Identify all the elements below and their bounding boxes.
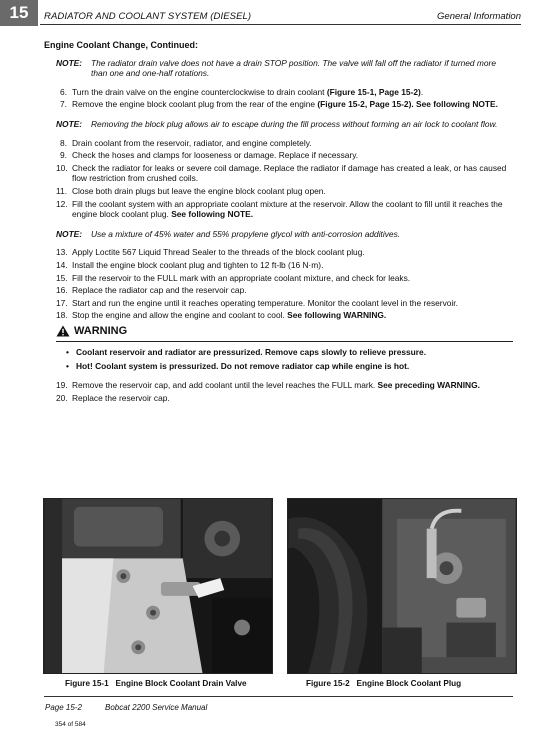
step-after: . (420, 86, 424, 97)
warning-label: WARNING (74, 324, 128, 337)
step-12 (56, 199, 513, 220)
step-17 (56, 298, 513, 309)
step-number: 20. (56, 392, 68, 403)
warning-box (56, 325, 513, 372)
coolant-plug-photo-icon (288, 499, 516, 673)
step-number: 9. (60, 150, 67, 161)
step-9 (56, 150, 513, 161)
header-section: General Information (437, 11, 521, 22)
step-text (72, 310, 513, 321)
step-number: 16. (56, 285, 68, 296)
step-number: 7. (60, 99, 67, 110)
drain-valve-photo-icon (44, 499, 272, 673)
step-text: Check the hoses and clamps for looseness or damage. Replace if necessary. (72, 150, 359, 161)
header-rule (40, 24, 521, 25)
step-text: Drain coolant from the reservoir, radiator, and engine completely. (72, 137, 312, 148)
note-label: NOTE: (56, 57, 83, 68)
step-11 (56, 186, 513, 197)
step-text: Replace the radiator cap and the reservoir cap. (72, 285, 247, 296)
step-number: 14. (56, 259, 68, 270)
step-number: 8. (60, 137, 67, 148)
bullet-icon: • (66, 346, 69, 357)
chapter-number: 15 (0, 0, 38, 26)
footer-manual-title: Bobcat 2200 Service Manual (105, 703, 208, 712)
step-13 (56, 247, 513, 258)
step-number: 10. (56, 162, 68, 173)
figure-caption-text: Engine Block Coolant Plug (356, 679, 462, 688)
figure-label: Figure 15-1 (65, 679, 109, 688)
note-label: NOTE: (56, 118, 83, 129)
note-text: Removing the block plug allows air to escape during the fill process without forming an air lock to coolant flow. (91, 118, 498, 129)
figure-caption-text: Engine Block Coolant Drain Valve (115, 679, 247, 688)
step-7 (56, 99, 513, 110)
step-text: Close both drain plugs but leave the engine block coolant plug open. (72, 185, 326, 196)
step-body: Fill the coolant system with an appropriate coolant mixture at the reservoir. Allow the coolant to fill until it reaches the engine block coolant plug. (72, 198, 503, 220)
warning-text: Coolant reservoir and radiator are pressurized. Remove caps slowly to relieve pressure. (76, 346, 427, 357)
step-text: Start and run the engine until it reaches operating temperature. Monitor the coolant level in the reservoir. (72, 297, 458, 308)
note-2 (56, 119, 513, 130)
step-8 (56, 138, 513, 149)
step-text (72, 380, 513, 391)
step-text: Fill the reservoir to the FULL mark with an appropriate coolant mixture, and check for leaks. (72, 272, 411, 283)
step-text: Check the radiator for leaks or severe coil damage. Replace the radiator if damage has created a leak, or has caused flow restriction from crushed coils. (72, 162, 507, 184)
note-label: NOTE: (56, 228, 83, 239)
page-content (44, 40, 513, 405)
note-text: The radiator drain valve does not have a drain STOP position. The valve will fall off the radiator if turned more than one and one-half rotations. (91, 57, 497, 79)
step-20 (56, 393, 513, 404)
step-number: 11. (56, 185, 68, 196)
step-19 (56, 380, 513, 391)
warning-text: Hot! Coolant system is pressurized. Do not remove radiator cap while engine is hot. (76, 361, 410, 372)
figures-row (43, 498, 517, 674)
step-number: 15. (56, 272, 68, 283)
step-18 (56, 310, 513, 321)
warning-title (56, 325, 513, 337)
figure-15-1-photo (43, 498, 273, 674)
step-16 (56, 285, 513, 296)
step-number: 6. (60, 86, 67, 97)
note-3 (56, 229, 513, 240)
step-reference: See preceding WARNING. (377, 380, 480, 391)
step-number: 12. (56, 198, 68, 209)
warning-rule (56, 341, 513, 342)
figure-label: Figure 15-2 (306, 679, 350, 688)
footer-rule (44, 696, 513, 697)
step-14 (56, 260, 513, 271)
step-reference: See following WARNING. (287, 310, 387, 321)
step-number: 13. (56, 247, 68, 258)
warning-item (66, 347, 513, 358)
step-text (72, 199, 513, 220)
figure-15-2-photo (287, 498, 517, 674)
note-1 (56, 58, 513, 79)
step-reference: See following NOTE. (171, 209, 254, 220)
step-body: Remove the reservoir cap, and add coolant until the level reaches the FULL mark. (72, 380, 378, 391)
step-text (72, 87, 513, 98)
step-text: Install the engine block coolant plug and tighten to 12 ft-lb (16 N·m). (72, 259, 324, 270)
step-text: Apply Loctite 567 Liquid Thread Sealer to the threads of the block coolant plug. (72, 247, 365, 258)
section-title: Engine Coolant Change, Continued: (44, 40, 198, 50)
step-text: Replace the reservoir cap. (72, 392, 170, 403)
step-15 (56, 273, 513, 284)
figure-15-1-caption (65, 679, 247, 688)
step-number: 19. (56, 380, 68, 391)
step-6 (56, 87, 513, 98)
step-reference: (Figure 15-1, Page 15-2) (326, 86, 421, 97)
step-text (72, 99, 513, 110)
step-number: 17. (56, 297, 68, 308)
step-body: Turn the drain valve on the engine counterclockwise to drain coolant (72, 86, 327, 97)
footer-page-number: Page 15-2 (45, 703, 82, 712)
step-reference: (Figure 15-2, Page 15-2). See following NOTE. (317, 99, 498, 110)
bullet-icon: • (66, 361, 69, 372)
step-body: Remove the engine block coolant plug from the rear of the engine (72, 99, 318, 110)
step-body: Stop the engine and allow the engine and coolant to cool. (72, 310, 288, 321)
note-text: Use a mixture of 45% water and 55% propylene glycol with anti-corrosion additives. (91, 228, 401, 239)
warning-item (66, 361, 513, 372)
step-number: 18. (56, 310, 68, 321)
footer-page-count: 354 of 584 (55, 721, 86, 728)
warning-triangle-icon (56, 325, 70, 337)
step-10 (56, 163, 513, 184)
figure-15-2-caption (306, 679, 461, 688)
header-title: RADIATOR AND COOLANT SYSTEM (DIESEL) (44, 11, 252, 22)
